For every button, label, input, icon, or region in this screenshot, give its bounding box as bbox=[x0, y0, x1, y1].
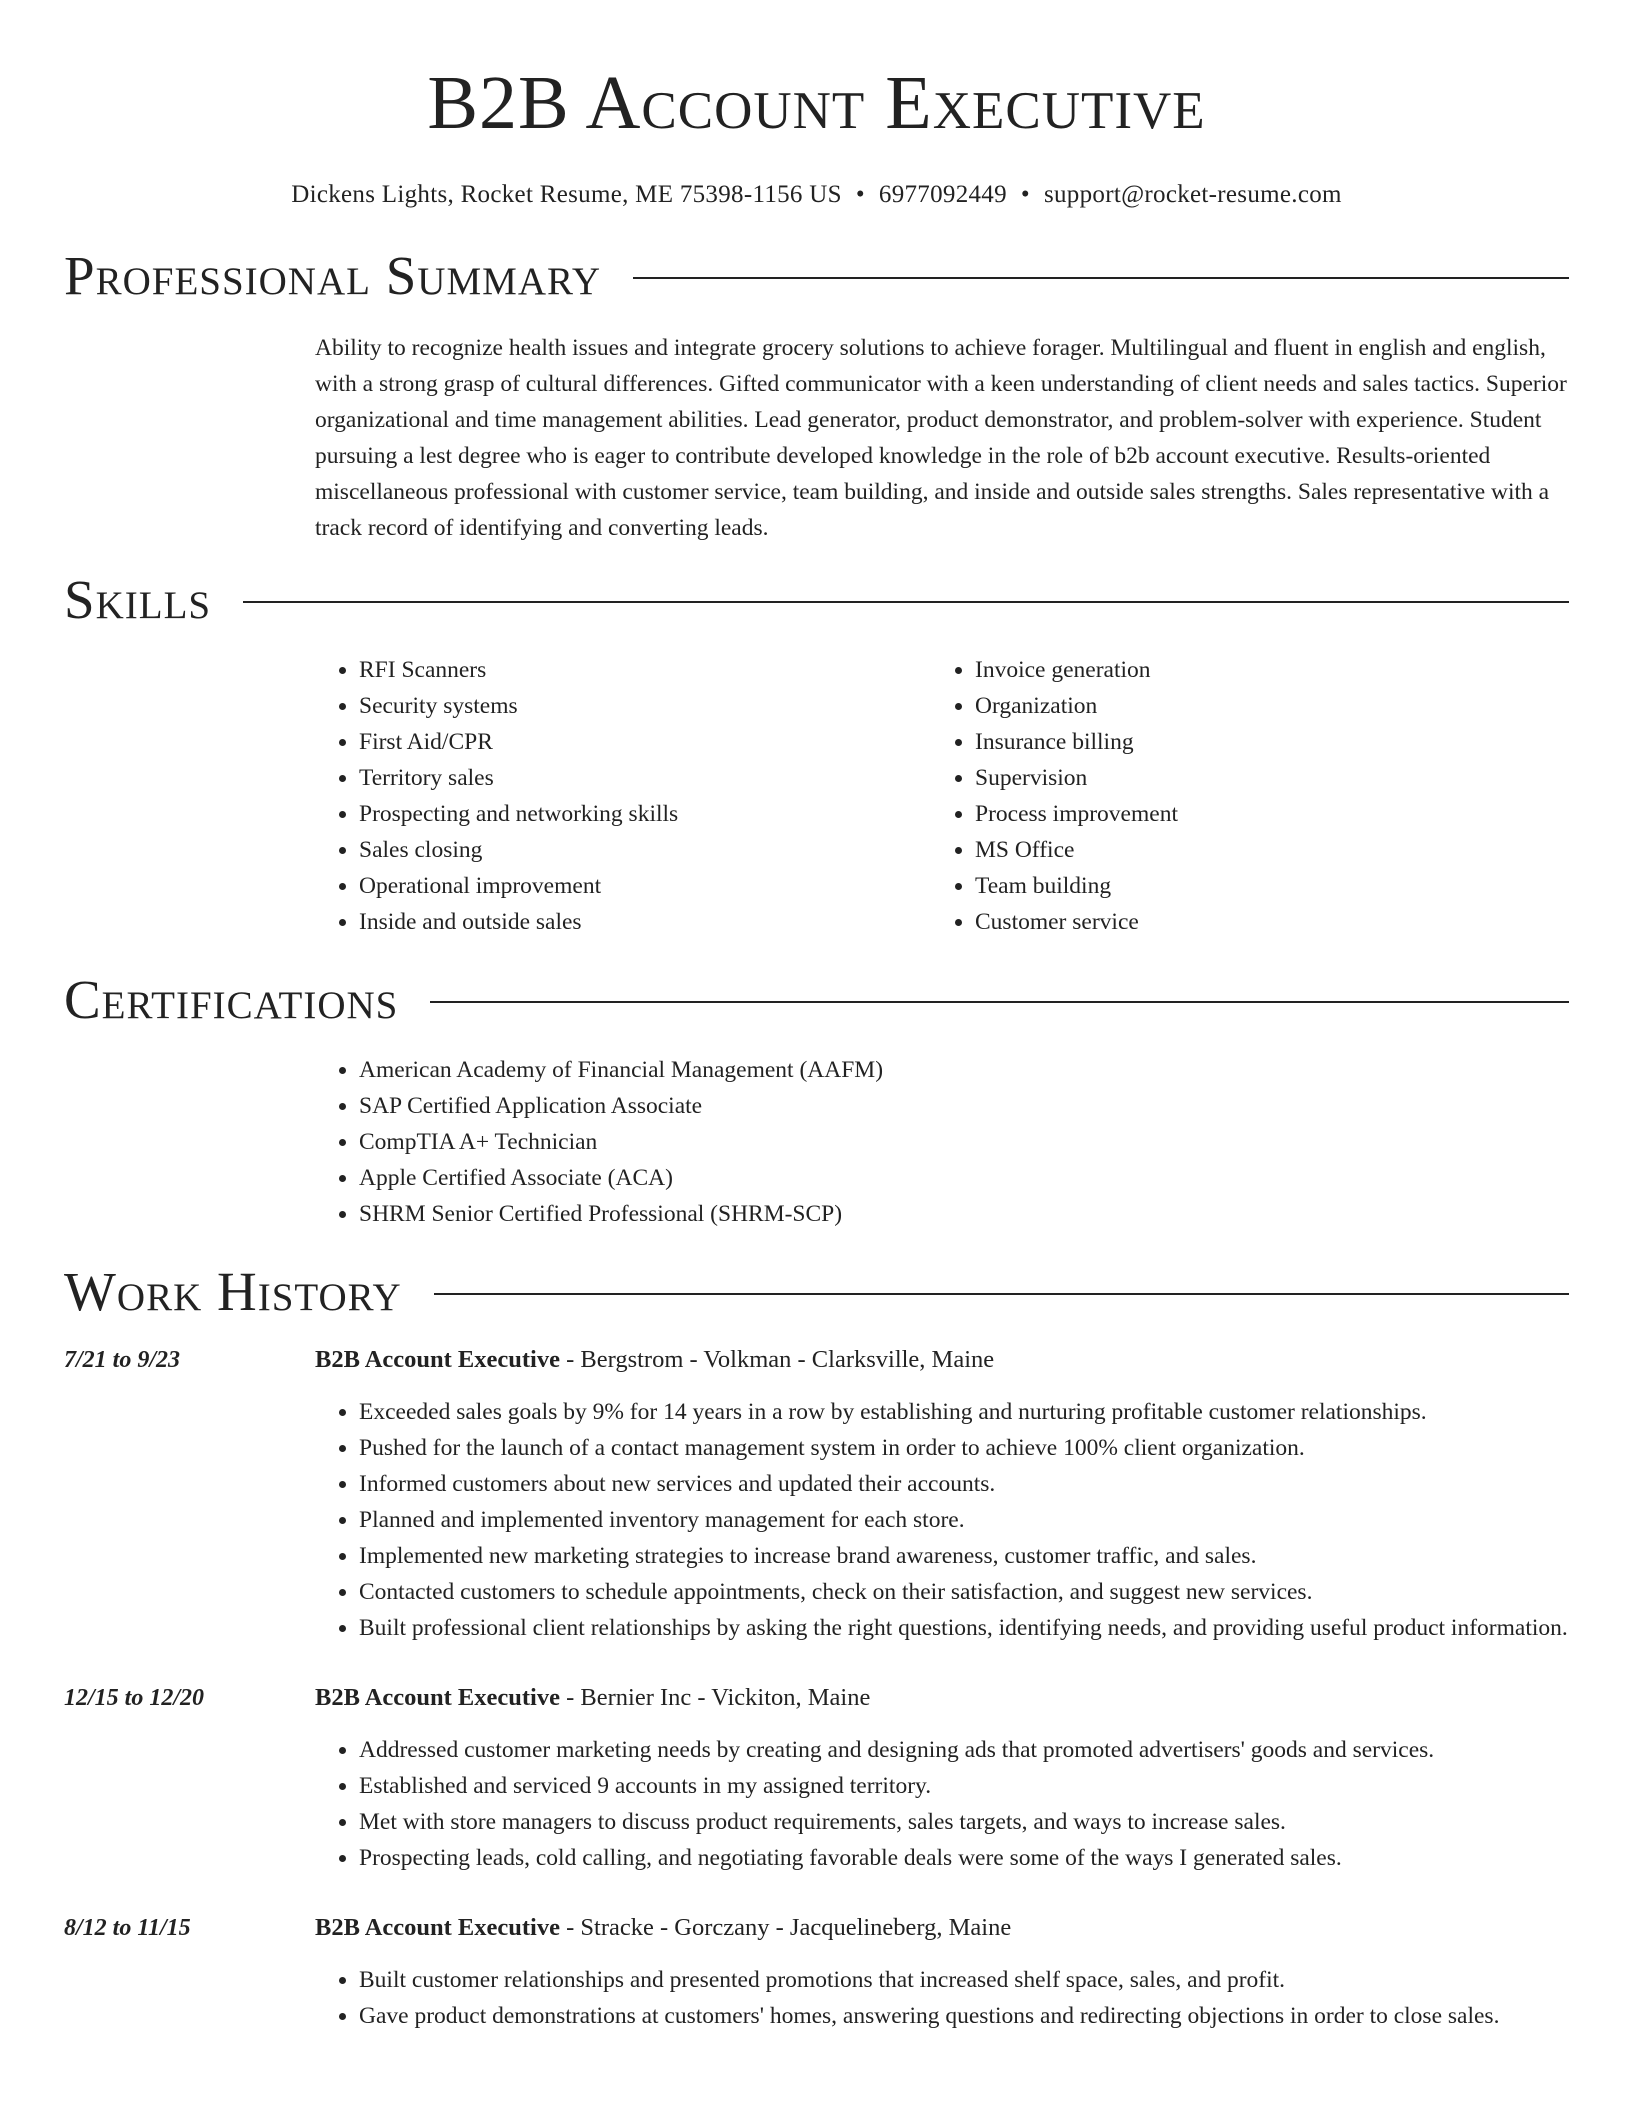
job-bullet: • Met with store managers to discuss product requirements, sales targets, and ways to increase sales. bbox=[359, 1804, 1569, 1840]
job-body bbox=[315, 1910, 1569, 2034]
section-divider bbox=[633, 277, 1569, 279]
summary-section-header bbox=[64, 244, 1569, 308]
section-divider bbox=[430, 1001, 1569, 1003]
skills-grid bbox=[315, 652, 1569, 940]
certification-item: • SHRM Senior Certified Professional (SHRM-SCP) bbox=[359, 1196, 1569, 1232]
summary-section-title: Professional Summary bbox=[64, 245, 602, 306]
job-body bbox=[315, 1342, 1569, 1646]
skill-item: • RFI Scanners bbox=[359, 652, 931, 688]
job-bullet: • Pushed for the launch of a contact management system in order to achieve 100% client organization. bbox=[359, 1430, 1569, 1466]
job-bullet: • Informed customers about new services and updated their accounts. bbox=[359, 1466, 1569, 1502]
skill-item: • First Aid/CPR bbox=[359, 724, 931, 760]
job-bullet: • Planned and implemented inventory management for each store. bbox=[359, 1502, 1569, 1538]
skill-item: • Supervision bbox=[975, 760, 1547, 796]
skill-item: • Operational improvement bbox=[359, 868, 931, 904]
job-entry bbox=[64, 1680, 1569, 1876]
skill-item: • Prospecting and networking skills bbox=[359, 796, 931, 832]
job-title-line bbox=[315, 1680, 1569, 1716]
job-bullet: • Built customer relationships and presented promotions that increased shelf space, sales, and profit. bbox=[359, 1962, 1569, 1998]
skill-item: • MS Office bbox=[975, 832, 1547, 868]
section-divider bbox=[434, 1293, 1569, 1295]
resume-page bbox=[64, 0, 1569, 2112]
work-section-header bbox=[64, 1260, 1569, 1324]
job-dates: 7/21 to 9/23 bbox=[64, 1347, 181, 1373]
job-body bbox=[315, 1680, 1569, 1876]
job-title-line bbox=[315, 1910, 1569, 1946]
job-bullet-list bbox=[315, 1962, 1569, 2034]
job-dates: 8/12 to 11/15 bbox=[64, 1915, 191, 1941]
email: support@rocket-resume.com bbox=[1043, 181, 1342, 208]
certifications-section-title: Certifications bbox=[64, 969, 399, 1030]
contact-line bbox=[64, 180, 1569, 210]
contact-separator: • bbox=[1020, 181, 1030, 208]
skills-list-left bbox=[315, 652, 931, 940]
skill-item: • Territory sales bbox=[359, 760, 931, 796]
job-entry bbox=[64, 1342, 1569, 1646]
certification-item: • SAP Certified Application Associate bbox=[359, 1088, 1569, 1124]
skill-item: • Inside and outside sales bbox=[359, 904, 931, 940]
job-bullet: • Built professional client relationships by asking the right questions, identifying needs, and providing useful product information. bbox=[359, 1610, 1569, 1646]
job-title: B2B Account Executive bbox=[315, 1914, 560, 1941]
skill-item: • Insurance billing bbox=[975, 724, 1547, 760]
job-company: - Stracke - Gorczany - Jacquelineberg, Maine bbox=[560, 1914, 1012, 1941]
job-title-line bbox=[315, 1342, 1569, 1378]
job-bullet: • Addressed customer marketing needs by creating and designing ads that promoted advertisers' goods and services. bbox=[359, 1732, 1569, 1768]
certifications-list-wrapper bbox=[315, 1052, 1569, 1232]
certification-item: • Apple Certified Associate (ACA) bbox=[359, 1160, 1569, 1196]
phone: 6977092449 bbox=[878, 181, 1007, 208]
job-bullet-list bbox=[315, 1394, 1569, 1646]
candidate-name: B2B Account Executive bbox=[427, 61, 1206, 145]
job-company: - Bergstrom - Volkman - Clarksville, Maine bbox=[560, 1346, 995, 1373]
job-dates: 12/15 to 12/20 bbox=[64, 1685, 205, 1711]
job-bullet: • Gave product demonstrations at customers' homes, answering questions and redirecting objections in order to close sales. bbox=[359, 1998, 1569, 2034]
skill-item: • Security systems bbox=[359, 688, 931, 724]
job-entry bbox=[64, 1910, 1569, 2034]
certifications-section-header bbox=[64, 968, 1569, 1032]
skill-item: • Customer service bbox=[975, 904, 1547, 940]
job-title: B2B Account Executive bbox=[315, 1346, 560, 1373]
skill-item: • Sales closing bbox=[359, 832, 931, 868]
job-company: - Bernier Inc - Vickiton, Maine bbox=[560, 1684, 871, 1711]
skill-item: • Invoice generation bbox=[975, 652, 1547, 688]
skill-item: • Process improvement bbox=[975, 796, 1547, 832]
skills-list-right bbox=[931, 652, 1547, 940]
skills-column-left bbox=[315, 652, 931, 940]
job-bullet-list bbox=[315, 1732, 1569, 1876]
skills-section-header bbox=[64, 568, 1569, 632]
summary-text: Ability to recognize health issues and integrate grocery solutions to achieve forager. Multilingual and fluent in english and english, with a strong grasp of cultural differences. Gifted communicator with a keen understanding of client needs and sales tactics. Superior organizational and time management abilities. Lead generator, product demonstrator, and problem-solver with experience. Student pursuing a lest degree who is eager to contribute developed knowledge in the role of b2b account executive. Results-oriented miscellaneous professional with customer service, team building, and inside and outside sales strengths. Sales representative with a track record of identifying and converting leads. bbox=[315, 335, 1567, 541]
job-bullet: • Prospecting leads, cold calling, and negotiating favorable deals were some of the ways I generated sales. bbox=[359, 1840, 1569, 1876]
address: Dickens Lights, Rocket Resume, ME 75398-1156 US bbox=[291, 181, 842, 208]
job-bullet: • Contacted customers to schedule appointments, check on their satisfaction, and suggest new services. bbox=[359, 1574, 1569, 1610]
section-divider bbox=[243, 601, 1569, 603]
certifications-list bbox=[315, 1052, 1569, 1232]
skills-column-right bbox=[931, 652, 1547, 940]
work-section-title: Work History bbox=[64, 1261, 402, 1322]
skill-item: • Team building bbox=[975, 868, 1547, 904]
contact-separator: • bbox=[855, 181, 865, 208]
job-title: B2B Account Executive bbox=[315, 1684, 560, 1711]
job-bullet: • Exceeded sales goals by 9% for 14 years in a row by establishing and nurturing profitable customer relationships. bbox=[359, 1394, 1569, 1430]
job-bullet: • Implemented new marketing strategies to increase brand awareness, customer traffic, and sales. bbox=[359, 1538, 1569, 1574]
skills-section-title: Skills bbox=[64, 569, 212, 630]
certification-item: • CompTIA A+ Technician bbox=[359, 1124, 1569, 1160]
skill-item: • Organization bbox=[975, 688, 1547, 724]
certification-item: • American Academy of Financial Management (AAFM) bbox=[359, 1052, 1569, 1088]
job-bullet: • Established and serviced 9 accounts in my assigned territory. bbox=[359, 1768, 1569, 1804]
